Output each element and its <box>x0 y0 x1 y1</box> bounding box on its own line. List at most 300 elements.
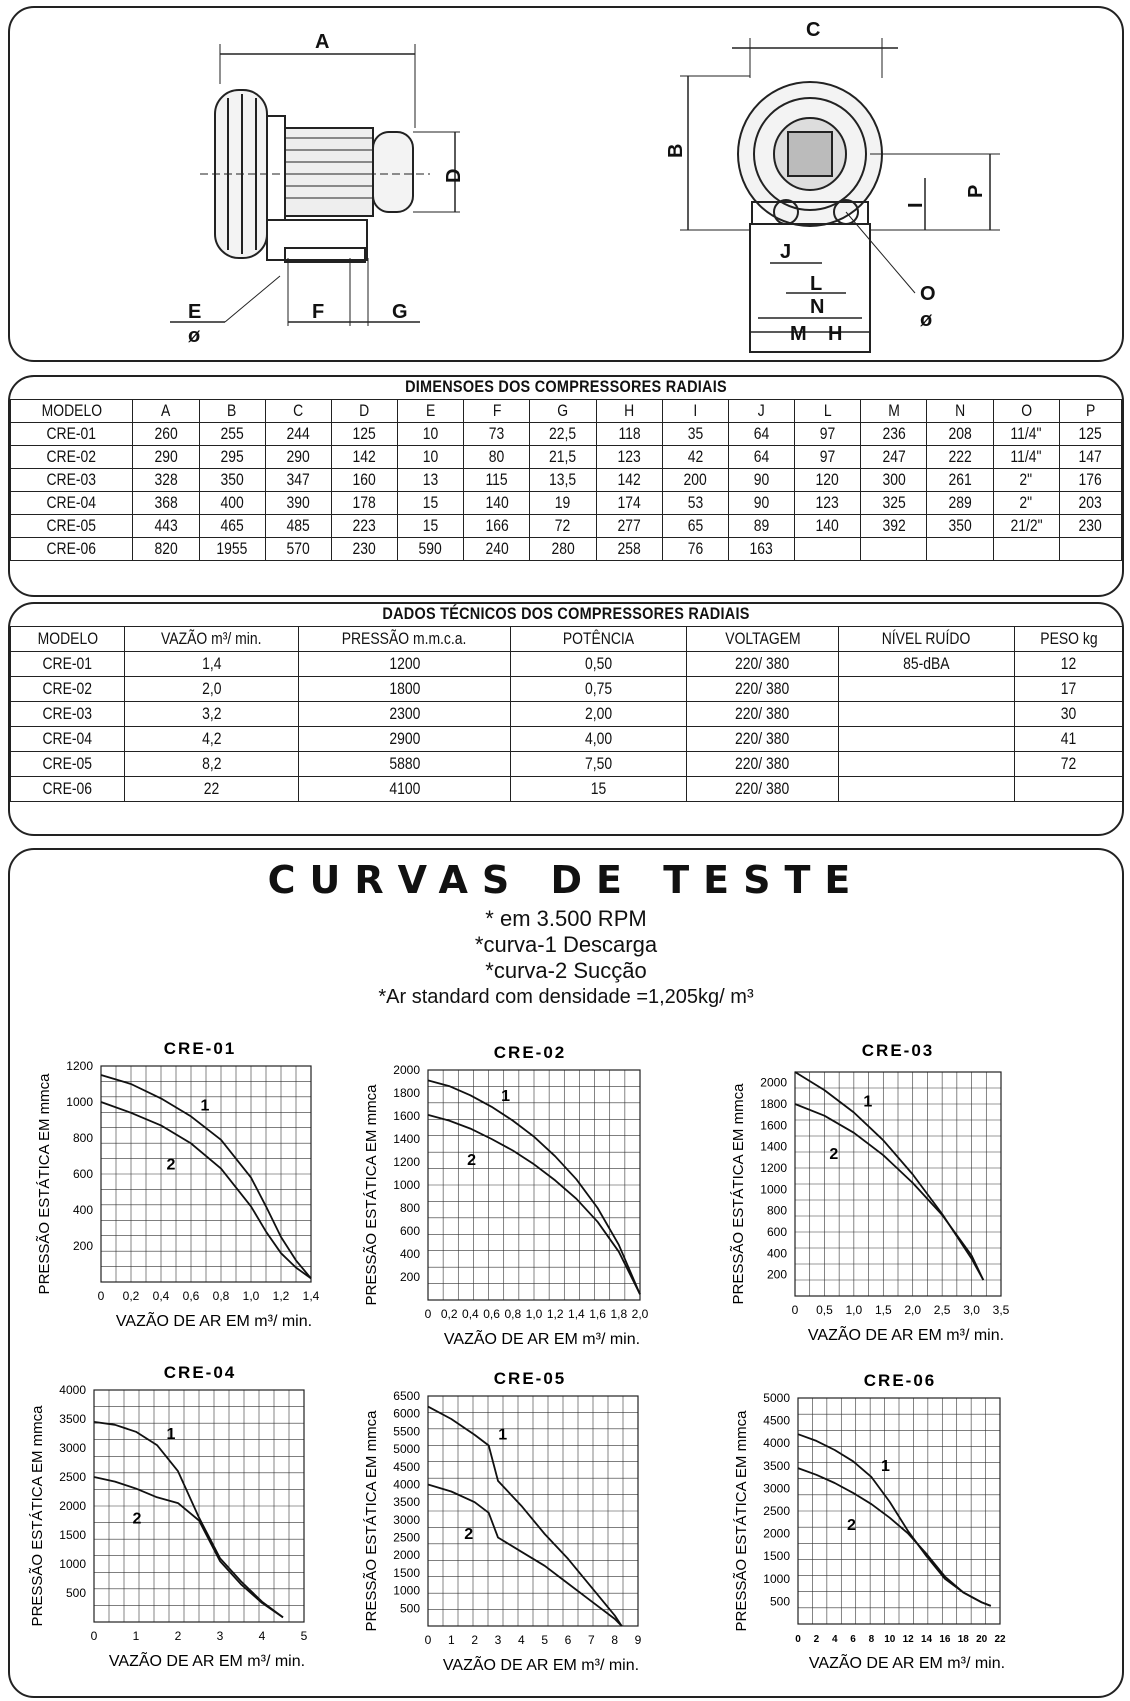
x-tick-label: 4 <box>258 1629 266 1643</box>
table-cell: 115 <box>464 469 530 492</box>
table-cell: 140 <box>795 515 861 538</box>
x-axis-label: VAZÃO DE AR EM m³/ min. <box>807 1327 1005 1344</box>
y-tick-label: 3000 <box>59 1441 86 1455</box>
y-tick-label: 1500 <box>763 1549 790 1564</box>
x-tick-label: 1,4 <box>568 1307 585 1321</box>
x-tick-label: 3 <box>494 1633 502 1647</box>
y-tick-label: 6000 <box>393 1406 420 1421</box>
x-tick-label: 4 <box>831 1634 838 1645</box>
series-label: 2 <box>847 1517 856 1535</box>
table-cell: 1800 <box>299 677 511 702</box>
table-cell: 258 <box>596 538 662 561</box>
y-tick-label: 400 <box>399 1247 420 1261</box>
table-cell: 97 <box>795 423 861 446</box>
table-cell: 7,50 <box>511 752 687 777</box>
y-axis-label: PRESSÃO ESTÁTICA EM mmca <box>730 1083 747 1305</box>
tec-header-cell: MODELO <box>11 627 125 652</box>
x-tick-label: 0 <box>97 1289 105 1303</box>
x-tick-label: 0,2 <box>440 1307 458 1321</box>
dim-header-cell: D <box>331 400 397 423</box>
y-tick-label: 200 <box>399 1270 420 1284</box>
y-tick-label: 2500 <box>393 1530 420 1545</box>
table-cell: 72 <box>1015 752 1123 777</box>
y-tick-label: 2500 <box>763 1504 790 1518</box>
series-label: 2 <box>467 1152 477 1169</box>
table-cell: 1,4 <box>125 652 299 677</box>
y-tick-label: 1800 <box>393 1086 420 1100</box>
table-cell: 220/ 380 <box>687 752 839 777</box>
y-tick-label: 800 <box>766 1203 787 1218</box>
chart-title: CRE-04 <box>163 1363 237 1382</box>
note-air-density: *Ar standard com densidade =1,205kg/ m³ <box>378 986 754 1008</box>
table-cell: 260 <box>133 423 199 446</box>
x-tick-label: 0 <box>424 1633 432 1647</box>
y-tick-label: 2000 <box>763 1526 790 1541</box>
table-cell: 325 <box>861 492 927 515</box>
y-tick-label: 600 <box>72 1167 93 1181</box>
y-tick-label: 1200 <box>66 1059 93 1073</box>
table-cell <box>861 538 927 561</box>
y-tick-label: 1000 <box>393 1583 420 1598</box>
table-cell: 2900 <box>299 727 511 752</box>
table-cell: 64 <box>728 446 794 469</box>
test-curves-charts <box>10 850 1122 1696</box>
y-tick-label: 5000 <box>393 1442 420 1457</box>
x-tick-label: 2,5 <box>933 1303 951 1317</box>
x-tick-label: 2 <box>174 1629 182 1643</box>
y-tick-label: 5500 <box>393 1424 420 1439</box>
table-row <box>11 446 1122 469</box>
x-tick-label: 5 <box>541 1633 549 1647</box>
table-row <box>11 515 1122 538</box>
dim-header-cell: C <box>265 400 331 423</box>
x-tick-label: 1,2 <box>272 1289 290 1303</box>
y-tick-label: 2500 <box>59 1470 86 1484</box>
table-cell: 244 <box>265 423 331 446</box>
table-cell: 64 <box>728 423 794 446</box>
table-cell: 73 <box>464 423 530 446</box>
table-cell: 89 <box>728 515 794 538</box>
table-cell: CRE-04 <box>11 492 133 515</box>
dim-header-cell: I <box>662 400 728 423</box>
x-tick-label: 1,0 <box>525 1307 543 1321</box>
table-cell: 290 <box>265 446 331 469</box>
note-rpm: * em 3.500 RPM <box>485 906 647 931</box>
table-cell: 200 <box>662 469 728 492</box>
table-cell <box>1015 777 1123 802</box>
x-tick-label: 0 <box>424 1307 432 1321</box>
label-N: N <box>810 296 825 318</box>
table-row <box>11 538 1122 561</box>
table-cell <box>839 752 1015 777</box>
dim-header-cell: F <box>464 400 530 423</box>
x-axis-label: VAZÃO DE AR EM m³/ min. <box>442 1657 640 1674</box>
table-cell: 21/2" <box>993 515 1059 538</box>
table-cell: 72 <box>530 515 596 538</box>
table-cell: 2,00 <box>511 702 687 727</box>
table-cell: 289 <box>927 492 993 515</box>
series-label: 1 <box>200 1097 210 1115</box>
x-tick-label: 2 <box>471 1633 479 1647</box>
y-tick-label: 3000 <box>763 1481 790 1496</box>
x-tick-label: 12 <box>902 1634 914 1645</box>
y-tick-label: 1000 <box>393 1178 420 1192</box>
dim-header-cell: A <box>133 400 199 423</box>
table-cell: 220/ 380 <box>687 777 839 802</box>
table-cell <box>839 702 1015 727</box>
table-cell: 390 <box>265 492 331 515</box>
y-tick-label: 1000 <box>763 1571 790 1586</box>
y-tick-label: 1500 <box>393 1565 420 1580</box>
y-tick-label: 1600 <box>760 1118 787 1133</box>
y-tick-label: 1000 <box>66 1095 93 1109</box>
table-cell: 76 <box>662 538 728 561</box>
label-A: A <box>315 31 330 53</box>
table-row <box>11 423 1122 446</box>
table-cell <box>839 777 1015 802</box>
table-cell <box>1059 538 1121 561</box>
table-cell: 65 <box>662 515 728 538</box>
label-L: L <box>810 273 823 295</box>
x-tick-label: 0,4 <box>462 1307 479 1321</box>
table-cell: CRE-01 <box>11 423 133 446</box>
table-row <box>11 677 1123 702</box>
series-label: 2 <box>829 1145 839 1163</box>
x-tick-label: 1,8 <box>610 1307 628 1321</box>
label-D: D <box>443 168 465 183</box>
label-P: P <box>965 184 987 198</box>
table-cell: 247 <box>861 446 927 469</box>
y-tick-label: 200 <box>72 1239 93 1253</box>
label-O: O <box>920 283 936 305</box>
y-tick-label: 600 <box>766 1225 787 1239</box>
table-cell: 0,75 <box>511 677 687 702</box>
x-tick-label: 6 <box>850 1634 856 1645</box>
y-axis-label: PRESSÃO ESTÁTICA EM mmca <box>363 1410 380 1632</box>
table-cell <box>993 538 1059 561</box>
table-cell: 35 <box>662 423 728 446</box>
table-cell: 123 <box>596 446 662 469</box>
table-cell: 368 <box>133 492 199 515</box>
x-tick-label: 3,0 <box>963 1303 980 1317</box>
table-cell: 13,5 <box>530 469 596 492</box>
table-cell: 10 <box>398 446 464 469</box>
table-cell: 223 <box>331 515 397 538</box>
y-tick-label: 6500 <box>393 1389 420 1403</box>
series-curve-1 <box>795 1072 983 1280</box>
table-cell: 570 <box>265 538 331 561</box>
table-cell: 21,5 <box>530 446 596 469</box>
table-cell: 90 <box>728 492 794 515</box>
chart-title: CRE-02 <box>493 1043 567 1062</box>
x-tick-label: 0 <box>791 1303 799 1317</box>
table-cell: 22 <box>125 777 299 802</box>
y-tick-label: 3500 <box>763 1458 790 1473</box>
table-cell <box>927 538 993 561</box>
y-tick-label: 1600 <box>393 1109 420 1123</box>
table-row <box>11 702 1123 727</box>
table-cell: 400 <box>199 492 265 515</box>
y-tick-label: 500 <box>65 1586 86 1600</box>
table-cell: 140 <box>464 492 530 515</box>
y-tick-label: 4000 <box>763 1436 790 1451</box>
x-tick-label: 0,8 <box>504 1307 522 1321</box>
y-tick-label: 4500 <box>763 1413 790 1428</box>
label-C: C <box>806 19 821 41</box>
table-cell: CRE-04 <box>11 727 125 752</box>
technical-title: DADOS TÉCNICOS DOS COMPRESSORES RADIAIS <box>382 604 750 623</box>
chart-title: CRE-06 <box>863 1371 937 1390</box>
table-cell <box>795 538 861 561</box>
table-cell: 15 <box>511 777 687 802</box>
x-tick-label: 2,0 <box>631 1307 649 1321</box>
table-cell: 147 <box>1059 446 1121 469</box>
table-cell: 10 <box>398 423 464 446</box>
y-tick-label: 1000 <box>59 1557 86 1571</box>
y-tick-label: 5000 <box>763 1391 790 1405</box>
y-tick-label: 400 <box>72 1203 93 1217</box>
table-cell: 2" <box>993 469 1059 492</box>
table-cell: 230 <box>331 538 397 561</box>
table-cell: 290 <box>133 446 199 469</box>
table-cell: 176 <box>1059 469 1121 492</box>
table-cell: 236 <box>861 423 927 446</box>
table-cell: CRE-06 <box>11 777 125 802</box>
y-tick-label: 800 <box>399 1201 420 1215</box>
table-row <box>11 752 1123 777</box>
dim-header-cell: O <box>993 400 1059 423</box>
tec-header-row <box>11 627 1123 652</box>
x-tick-label: 5 <box>300 1629 308 1643</box>
series-label: 1 <box>501 1087 511 1105</box>
x-tick-label: 0,4 <box>152 1289 170 1303</box>
series-label: 1 <box>498 1426 508 1444</box>
table-cell: 5880 <box>299 752 511 777</box>
x-tick-label: 0,8 <box>212 1289 230 1303</box>
y-tick-label: 4000 <box>59 1383 86 1397</box>
table-cell: 125 <box>331 423 397 446</box>
table-row <box>11 469 1122 492</box>
front-view <box>680 38 1000 352</box>
table-cell: 230 <box>1059 515 1121 538</box>
side-view <box>170 44 460 326</box>
chart-cre-03 <box>730 1041 1010 1344</box>
x-tick-label: 20 <box>976 1634 988 1645</box>
chart-title: CRE-03 <box>861 1041 935 1060</box>
table-cell: 11/4" <box>993 446 1059 469</box>
dimensions-panel <box>8 375 1124 597</box>
table-cell: 163 <box>728 538 794 561</box>
table-cell: 13 <box>398 469 464 492</box>
x-tick-label: 2,0 <box>904 1303 922 1317</box>
x-tick-label: 14 <box>920 1634 933 1645</box>
table-cell: 350 <box>199 469 265 492</box>
chart-cre-01 <box>36 1039 320 1330</box>
y-tick-label: 500 <box>769 1594 790 1609</box>
y-axis-label: PRESSÃO ESTÁTICA EM mmca <box>363 1084 380 1306</box>
table-cell: 97 <box>795 446 861 469</box>
dim-header-row <box>11 400 1122 423</box>
label-J: J <box>780 241 792 263</box>
x-tick-label: 16 <box>939 1634 951 1645</box>
table-cell: 4,2 <box>125 727 299 752</box>
table-cell: 350 <box>927 515 993 538</box>
table-row <box>11 777 1123 802</box>
y-tick-label: 1800 <box>760 1097 787 1111</box>
table-cell <box>839 727 1015 752</box>
x-axis-label: VAZÃO DE AR EM m³/ min. <box>443 1331 641 1348</box>
table-cell: 295 <box>199 446 265 469</box>
table-cell: 15 <box>398 515 464 538</box>
dimensions-table <box>10 399 1122 561</box>
technical-drawing <box>10 8 1122 360</box>
table-cell: 328 <box>133 469 199 492</box>
x-tick-label: 7 <box>587 1633 595 1647</box>
table-cell: CRE-03 <box>11 702 125 727</box>
curves-title: CURVAS DE TESTE <box>267 858 865 902</box>
label-B: B <box>665 143 687 158</box>
x-tick-label: 0,6 <box>182 1289 200 1303</box>
y-tick-label: 3000 <box>393 1512 420 1527</box>
y-tick-label: 4000 <box>393 1477 420 1492</box>
table-cell: 820 <box>133 538 199 561</box>
series-curve-2 <box>795 1104 983 1280</box>
series-label: 2 <box>132 1510 142 1528</box>
table-cell: 8,2 <box>125 752 299 777</box>
x-tick-label: 0,2 <box>122 1289 140 1303</box>
table-cell: 485 <box>265 515 331 538</box>
table-cell: 261 <box>927 469 993 492</box>
x-tick-label: 1,4 <box>302 1289 320 1303</box>
y-tick-label: 4500 <box>393 1459 420 1474</box>
table-cell: 80 <box>464 446 530 469</box>
x-tick-label: 8 <box>611 1633 619 1647</box>
label-E: E <box>188 301 202 323</box>
dim-header-cell: MODELO <box>11 400 133 423</box>
table-cell: 465 <box>199 515 265 538</box>
table-cell: 4,00 <box>511 727 687 752</box>
series-label: 1 <box>881 1458 890 1476</box>
table-cell: 15 <box>398 492 464 515</box>
x-tick-label: 10 <box>884 1634 896 1645</box>
x-axis-label: VAZÃO DE AR EM m³/ min. <box>808 1655 1006 1672</box>
table-cell: 0,50 <box>511 652 687 677</box>
chart-title: CRE-05 <box>493 1369 567 1388</box>
table-cell: CRE-01 <box>11 652 125 677</box>
table-cell: 90 <box>728 469 794 492</box>
table-cell: 392 <box>861 515 927 538</box>
table-cell: CRE-06 <box>11 538 133 561</box>
dim-header-cell: B <box>199 400 265 423</box>
y-tick-label: 1200 <box>760 1161 787 1175</box>
label-I: I <box>905 202 927 208</box>
dim-header-cell: N <box>927 400 993 423</box>
tec-header-cell: VOLTAGEM <box>687 627 839 652</box>
label-phi-2: ø <box>920 309 933 331</box>
y-tick-label: 1000 <box>760 1182 787 1197</box>
table-cell: 17 <box>1015 677 1123 702</box>
table-cell: 11/4" <box>993 423 1059 446</box>
table-cell: 174 <box>596 492 662 515</box>
table-cell: 590 <box>398 538 464 561</box>
y-tick-label: 500 <box>399 1601 420 1616</box>
table-cell: 166 <box>464 515 530 538</box>
note-curve-1: *curva-1 Descarga <box>474 932 658 957</box>
y-tick-label: 1500 <box>59 1528 86 1542</box>
table-cell: 222 <box>927 446 993 469</box>
table-cell: 53 <box>662 492 728 515</box>
table-cell: 42 <box>662 446 728 469</box>
table-cell: CRE-05 <box>11 752 125 777</box>
dim-header-cell: M <box>861 400 927 423</box>
y-tick-label: 1400 <box>760 1139 787 1154</box>
table-cell: 178 <box>331 492 397 515</box>
x-tick-label: 1,0 <box>845 1303 863 1317</box>
technical-table <box>10 626 1123 802</box>
y-tick-label: 2000 <box>760 1075 787 1090</box>
table-cell: 3,2 <box>125 702 299 727</box>
y-tick-label: 400 <box>766 1246 787 1261</box>
x-tick-label: 18 <box>957 1634 969 1645</box>
table-cell: 120 <box>795 469 861 492</box>
series-curve-1 <box>94 1422 283 1618</box>
y-tick-label: 800 <box>72 1131 93 1145</box>
note-curve-2: *curva-2 Sucção <box>485 958 647 983</box>
tec-header-cell: PESO kg <box>1015 627 1123 652</box>
table-cell: 240 <box>464 538 530 561</box>
dim-header-cell: P <box>1059 400 1121 423</box>
drawing-panel <box>8 6 1124 362</box>
label-phi-1: ø <box>188 325 201 347</box>
tec-header-cell: VAZÃO m³/ min. <box>125 627 299 652</box>
x-tick-label: 0,6 <box>483 1307 500 1321</box>
label-G: G <box>392 301 408 323</box>
x-tick-label: 1,6 <box>589 1307 606 1321</box>
dim-header-cell: E <box>398 400 464 423</box>
label-H: H <box>828 323 843 345</box>
table-cell: 118 <box>596 423 662 446</box>
table-cell: 2300 <box>299 702 511 727</box>
table-cell: 255 <box>199 423 265 446</box>
curves-panel <box>8 848 1124 1698</box>
y-tick-label: 1400 <box>393 1132 420 1146</box>
x-tick-label: 1 <box>132 1629 140 1643</box>
y-tick-label: 200 <box>766 1267 787 1282</box>
table-cell: 277 <box>596 515 662 538</box>
table-cell: CRE-05 <box>11 515 133 538</box>
table-cell: 125 <box>1059 423 1121 446</box>
label-M: M <box>790 323 807 345</box>
x-tick-label: 0 <box>90 1629 98 1643</box>
x-tick-label: 1,5 <box>874 1303 892 1317</box>
series-label: 1 <box>166 1426 176 1444</box>
y-tick-label: 3500 <box>393 1495 420 1510</box>
label-F: F <box>312 301 325 323</box>
table-cell: 142 <box>331 446 397 469</box>
tec-header-cell: NÍVEL RUÍDO <box>839 627 1015 652</box>
x-tick-label: 4 <box>517 1633 525 1647</box>
table-cell: 19 <box>530 492 596 515</box>
table-cell: 142 <box>596 469 662 492</box>
x-tick-label: 0 <box>795 1634 801 1645</box>
table-cell: CRE-03 <box>11 469 133 492</box>
table-cell: 123 <box>795 492 861 515</box>
x-tick-label: 8 <box>868 1634 875 1645</box>
series-curve-2 <box>94 1477 283 1617</box>
table-cell: 443 <box>133 515 199 538</box>
x-tick-label: 22 <box>994 1634 1006 1645</box>
y-tick-label: 3500 <box>59 1412 86 1426</box>
